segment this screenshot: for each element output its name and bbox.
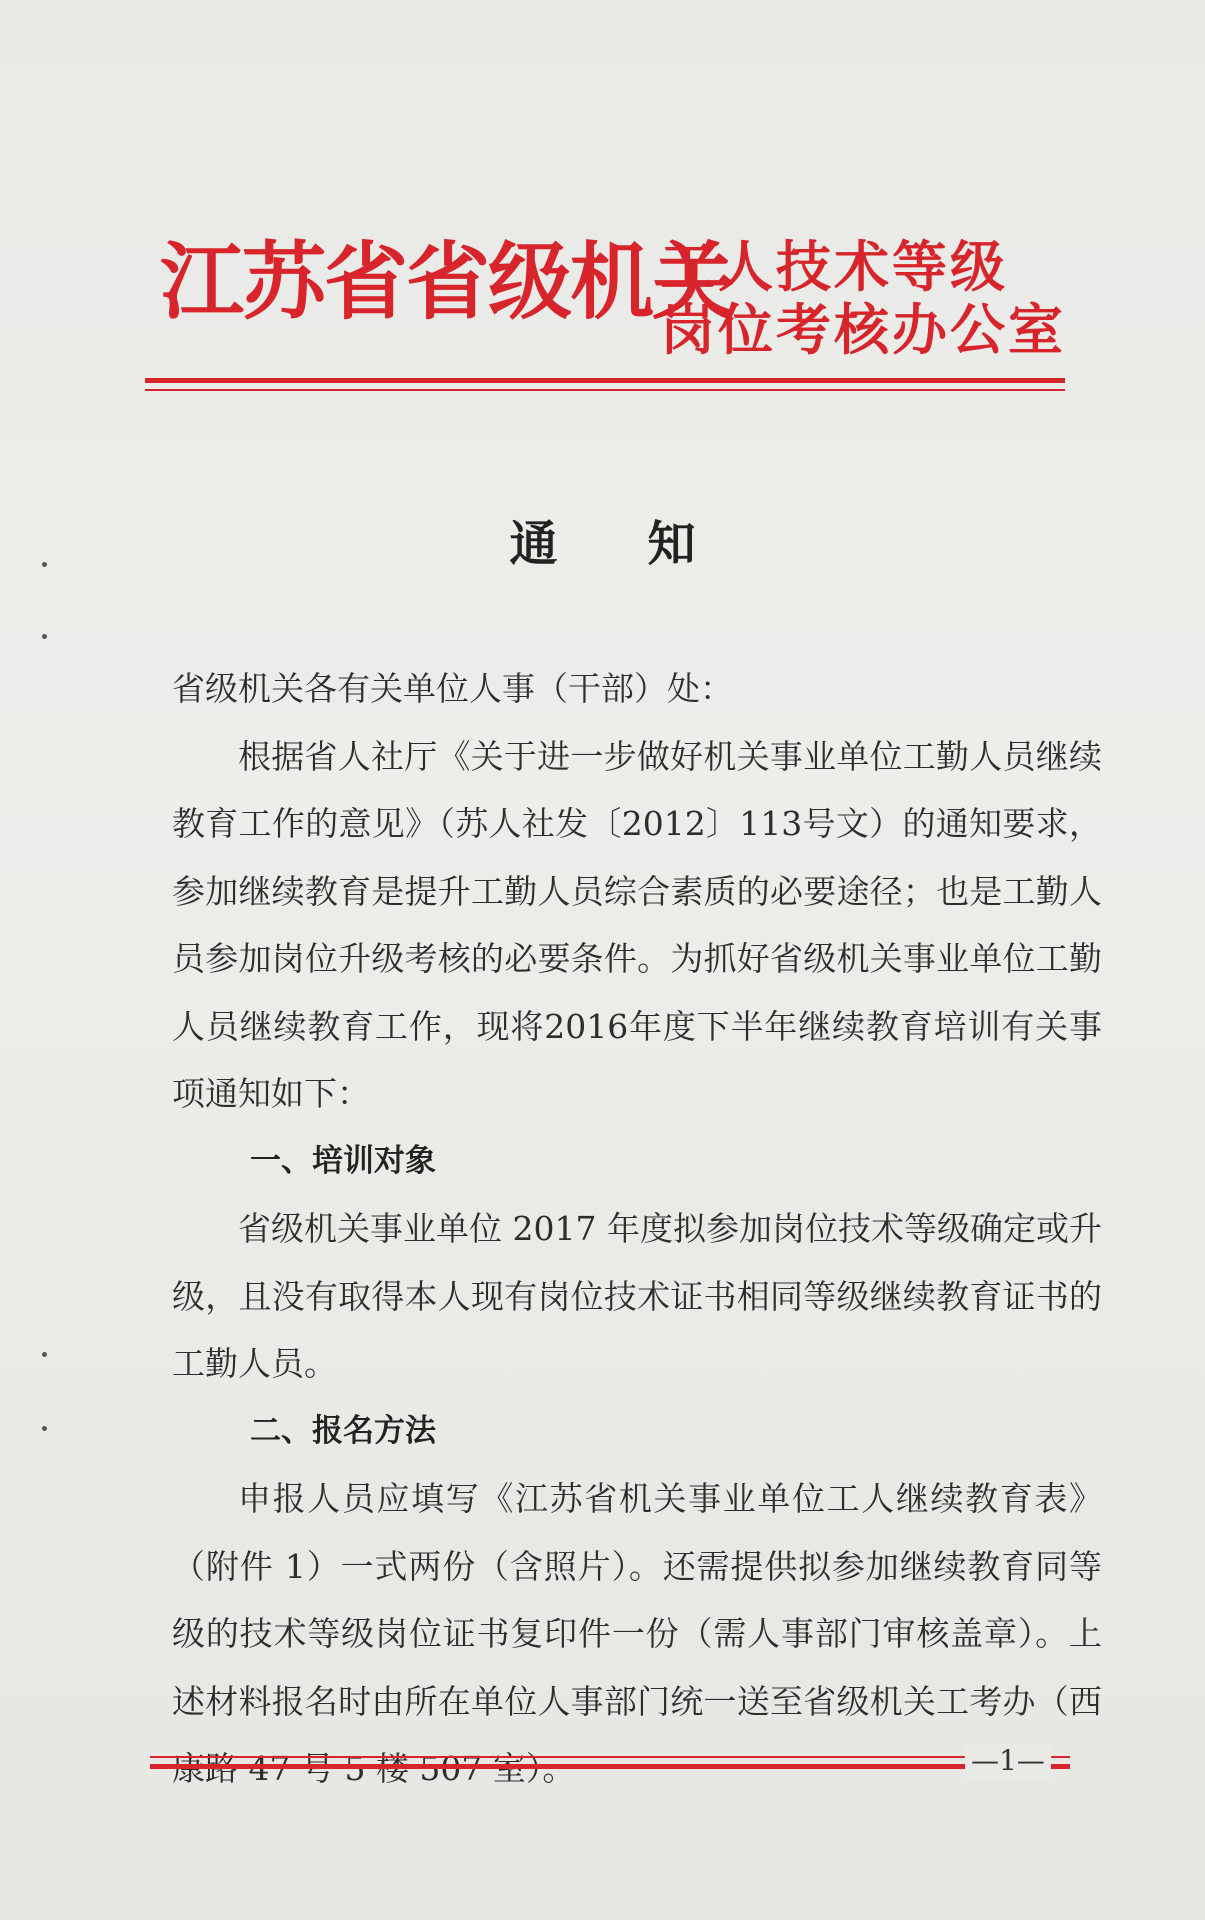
binding-hole-mark [42, 634, 47, 639]
document-title: 通知 [509, 516, 786, 572]
letterhead-org-sub-line2: 岗位考核办公室 [660, 297, 1067, 363]
letterhead-rule-thick [145, 378, 1065, 383]
section-text-registration: 申报人员应填写《江苏省机关事业单位工人继续教育表》（附件 1）一式两份（含照片）。还需提供拟参加继续教育同等级的技术等级岗位证书复印件一份（需人事部门审核盖章）。上述材料报名时由所在单位人事部门统一送至省级机关工考办（西 [172, 1479, 1102, 1721]
intro-paragraph: 根据省人社厅《关于进一步做好机关事业单位工勤人员继续教育工作的意见》（苏人社发〔2012〕113号文）的通知要求，参加继续教育是提升工勤人员综合素质的必要途径；也是工勤人员参加岗位升级考核的必要条件。为抓好省级机关事业单位工勤人员继续教育工作，现将2016年度下半年继续教育培训有关事项通知如下： [172, 736, 1102, 1113]
page-number: —1— [965, 1743, 1051, 1779]
section-heading-registration: 二、报名方法 [250, 1412, 436, 1449]
letterhead [160, 230, 1067, 380]
letterhead-org-main: 江苏省省级机关 [160, 232, 735, 331]
footer-rule-thick [150, 1764, 1070, 1769]
salutation: 省级机关各有关单位人事（干部）处： [172, 669, 733, 708]
letterhead-org-sub [660, 235, 1066, 362]
letterhead-org-sub-line1: 工人技术等级 [660, 234, 1009, 299]
footer-rule-thin [150, 1756, 1070, 1758]
binding-hole-mark [42, 1426, 47, 1431]
binding-hole-mark [42, 1352, 47, 1357]
section-heading-training-target: 一、培训对象 [250, 1142, 436, 1179]
letterhead-rule-thin [145, 389, 1065, 391]
section-text-training-target: 省级机关事业单位 2017 年度拟参加岗位技术等级确定或升级，且没有取得本人现有岗位技术证书相同等级继续教育证书的工勤人员。 [172, 1209, 1102, 1383]
document-body [172, 655, 1102, 1803]
